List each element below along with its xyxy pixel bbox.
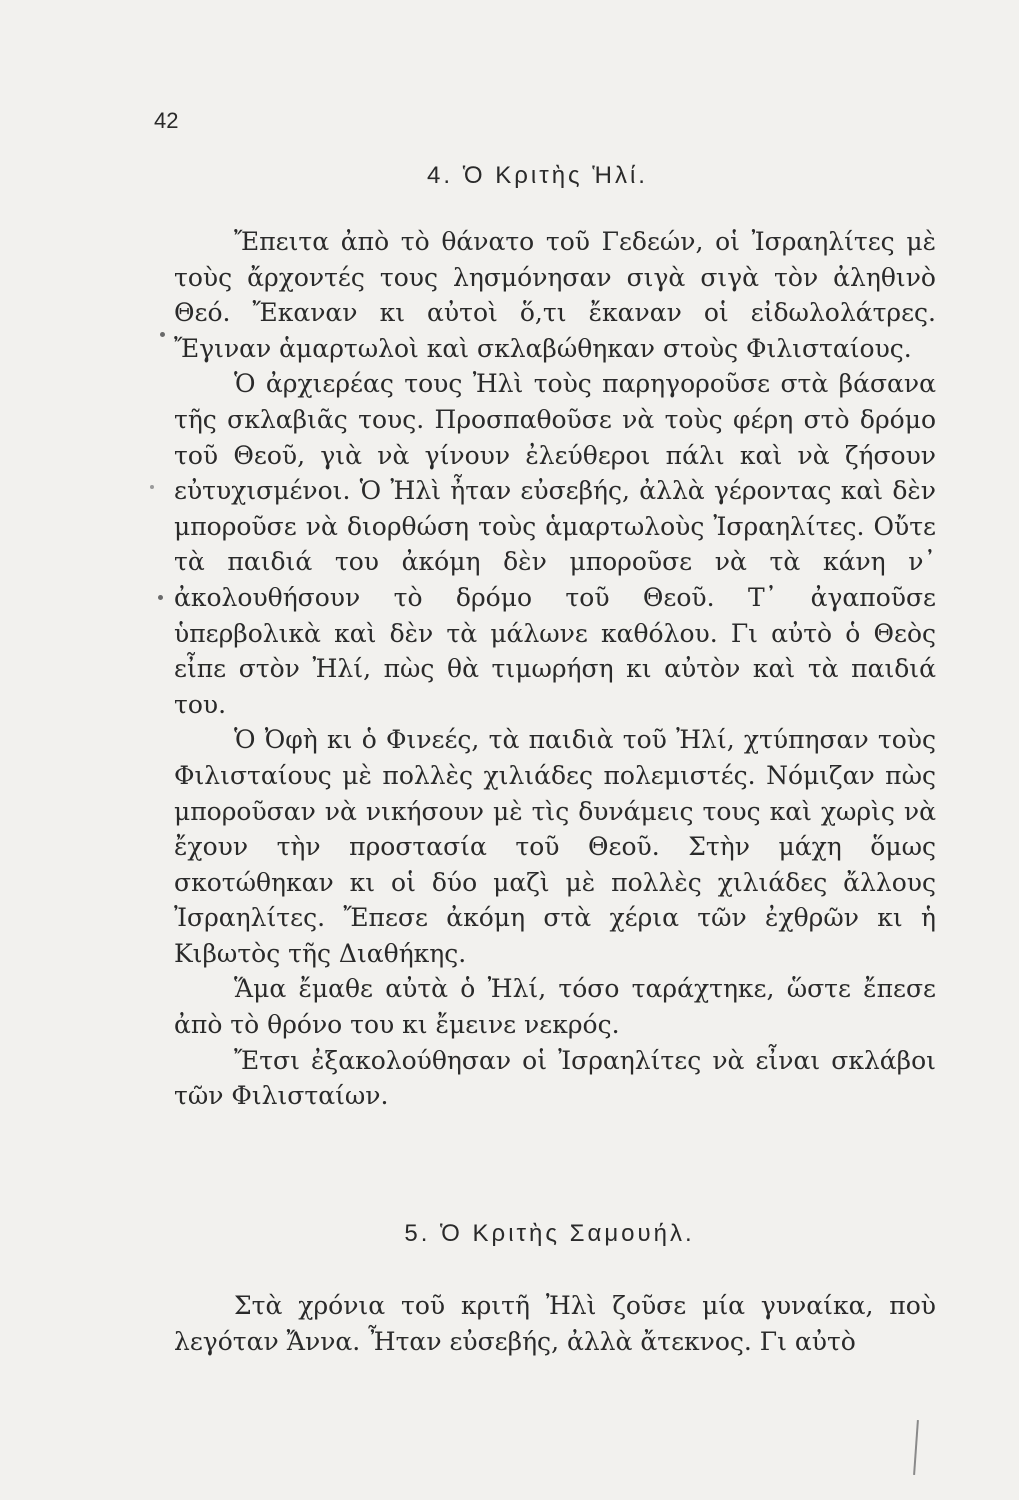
section-5-body xyxy=(174,1288,936,1359)
section-4-paragraph-5: Ἔτσι ἐξακολούθησαν οἱ Ἰσραηλίτες νὰ εἶναι σκλάβοι τῶν Φιλισταίων. xyxy=(174,1045,936,1111)
section-4-paragraph-4: Ἅμα ἔμαθε αὐτὰ ὁ Ἠλί, τόσο ταράχτηκε, ὥστε ἔπεσε ἀπὸ τὸ θρόνο του κι ἔμεινε νεκρός. xyxy=(174,974,936,1040)
margin-speck xyxy=(160,332,165,337)
margin-speck xyxy=(150,485,154,489)
section-4-paragraph-2: Ὁ ἀρχιερέας τους Ἠλὶ τοὺς παρηγοροῦσε στὰ βάσανα τῆς σκλαβιᾶς τους. Προσπαθοῦσε νὰ τοὺς φέρη στὸ δρόμο τοῦ Θεοῦ, γιὰ νὰ γίνουν ἐλεύθεροι πάλι καὶ νὰ ζήσουν εὐτυχισμένοι. Ὁ Ἠλὶ ἦταν εὐσεβής, ἀλλὰ γέροντας καὶ δὲν μποροῦσε νὰ διορθώση τοὺς ἁμαρτωλοὺς Ἰσραηλίτες. Οὔτε τὰ παιδιά του ἀκόμη δὲν μποροῦσε νὰ τὰ κάνη ν᾽ ἀκολουθήσουν τὸ δρόμο τοῦ Θεοῦ. Τ᾽ ἀγαποῦσε ὑπερβολικὰ καὶ δὲν τὰ μάλωνε καθόλου. Γι αὐτὸ ὁ Θεὸς εἶπε στὸν Ἠλί, πὼς θὰ τιμωρήση κι αὐτὸν καὶ τὰ παιδιά του. xyxy=(174,369,936,719)
section-5-heading: 5. Ὁ Κριτὴς Σαμουήλ. xyxy=(404,1220,695,1247)
section-4-heading: 4. Ὁ Κριτὴς Ἡλί. xyxy=(427,162,648,189)
section-4-paragraph-1: Ἔπειτα ἀπὸ τὸ θάνατο τοῦ Γεδεών, οἱ Ἰσραηλίτες μὲ τοὺς ἄρχοντές τους λησμόνησαν σιγὰ σιγὰ τὸν ἀληθινὸ Θεό. Ἔκαναν κι αὐτοὶ ὅ,τι ἔκαναν οἱ εἰδωλολάτρες. Ἔγιναν ἁμαρτωλοὶ καὶ σκλαβώθηκαν στοὺς Φιλισταίους. xyxy=(174,227,936,363)
page-number: 42 xyxy=(154,108,179,133)
section-4-paragraph-3: Ὁ Ὀφὴ κι ὁ Φινεές, τὰ παιδιὰ τοῦ Ἠλί, χτύπησαν τοὺς Φιλισταίους μὲ πολλὲς χιλιάδες πολεμιστές. Νόμιζαν πὼς μποροῦσαν νὰ νικήσουν μὲ τὶς δυνάμεις τους καὶ χωρὶς νὰ ἔχουν τὴν προστασία τοῦ Θεοῦ. Στὴν μάχη ὅμως σκοτώθηκαν κι οἱ δύο μαζὶ μὲ πολλὲς χιλιάδες ἄλλους Ἰσραηλίτες. Ἔπεσε ἀκόμη στὰ χέρια τῶν ἐχθρῶν κι ἡ Κιβωτὸς τῆς Διαθήκης. xyxy=(174,725,936,968)
section-4-body xyxy=(174,224,936,1114)
margin-speck xyxy=(158,595,163,600)
section-5-paragraph-1: Στὰ χρόνια τοῦ κριτῆ Ἠλὶ ζοῦσε μία γυναίκα, ποὺ λεγόταν Ἄννα. Ἦταν εὐσεβής, ἀλλὰ ἄτεκνος. Γι αὐτὸ xyxy=(174,1291,936,1356)
page-scratch-mark xyxy=(913,1420,919,1475)
